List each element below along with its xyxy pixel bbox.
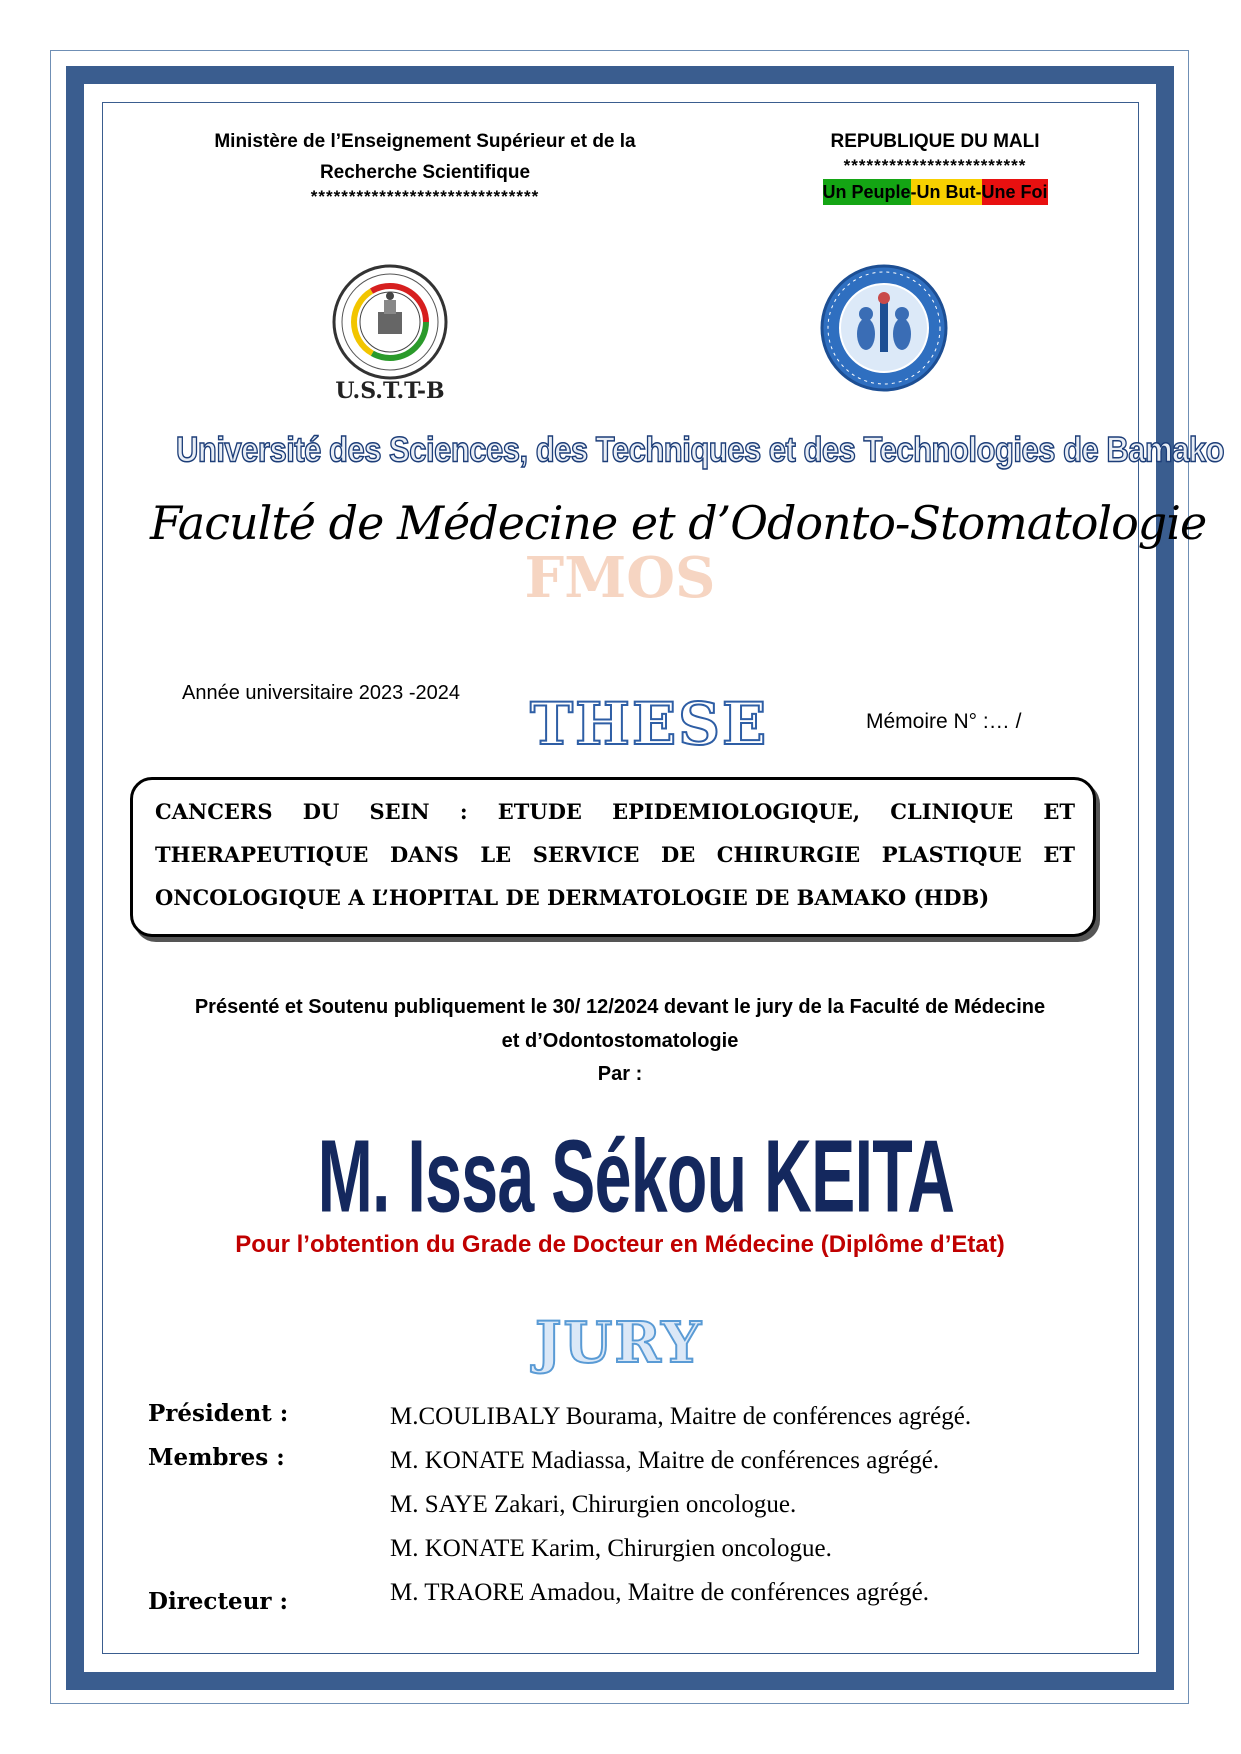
motto-sep-1: - <box>911 179 917 205</box>
jury-member: M. KONATE Karim, Chirurgien oncologue. <box>390 1535 832 1562</box>
fmos-seal-icon <box>818 262 950 394</box>
ministry-line-2: Recherche Scientifique <box>319 162 531 183</box>
jury-president: M.COULIBALY Bourama, Maitre de conférences agrégé. <box>390 1403 972 1430</box>
presentation-line-1: Présenté et Soutenu publiquement le 30/ 12/2024 devant le jury de la Faculté de Médecine <box>194 996 1046 1018</box>
fmos-logo <box>818 262 950 394</box>
motto-part-1: Un Peuple <box>823 179 911 205</box>
academic-year: Année universitaire 2023 -2024 <box>182 682 460 704</box>
country-name: REPUBLIQUE DU MALI <box>830 131 1040 152</box>
document-type: THESE <box>530 690 769 758</box>
faculty-acronym: FMOS <box>524 545 716 611</box>
usttb-logo-label: U.S.T.T-B <box>335 378 445 404</box>
republic-stars: ************************ <box>843 156 1027 175</box>
usttb-seal-icon <box>326 262 454 380</box>
jury-member: M. KONATE Madiassa, Maitre de conférences agrégé. <box>390 1447 940 1474</box>
motto-part-2: Un But <box>917 179 976 205</box>
faculty-name: Faculté de Médecine et d’Odonto-Stomatologie <box>150 496 1207 550</box>
national-motto <box>823 179 1048 205</box>
motto-sep-2: - <box>976 179 982 205</box>
university-name: Université des Sciences, des Techniques et des Technologies de Bamako <box>176 429 1225 470</box>
degree-line: Pour l’obtention du Grade de Docteur en Médecine (Diplôme d’Etat) <box>235 1231 1005 1258</box>
members-label: Membres : <box>148 1444 285 1471</box>
jury-director: M. TRAORE Amadou, Maitre de conférences agrégé. <box>390 1579 929 1606</box>
jury-heading: JURY <box>535 1310 704 1376</box>
motto-part-3: Une Foi <box>982 179 1048 205</box>
presentation-by: Par : <box>597 1063 643 1085</box>
ministry-stars: ****************************** <box>310 187 540 206</box>
thesis-title: CANCERS DU SEIN : ETUDE EPIDEMIOLOGIQUE, CLINIQUE ET THERAPEUTIQUE DANS LE SERVICE DE CHIRURGIE PLASTIQUE ET ONCOLOGIQUE A L’HOPITAL DE DERMATOLOGIE DE BAMAKO (HDB) <box>155 799 1075 910</box>
jury-member: M. SAYE Zakari, Chirurgien oncologue. <box>390 1491 797 1518</box>
republic-header <box>770 126 1100 208</box>
director-label: Directeur : <box>148 1588 289 1615</box>
ministry-header <box>160 126 690 206</box>
candidate-name: M. Issa Sékou KEITA <box>317 1119 955 1235</box>
memoire-number: Mémoire N° :… / <box>866 710 1022 733</box>
usttb-logo <box>326 262 454 410</box>
president-label: Président : <box>148 1400 289 1427</box>
ministry-line-1: Ministère de l’Enseignement Supérieur et de la <box>214 131 636 152</box>
presentation-line-2: et d’Odontostomatologie <box>501 1030 739 1052</box>
